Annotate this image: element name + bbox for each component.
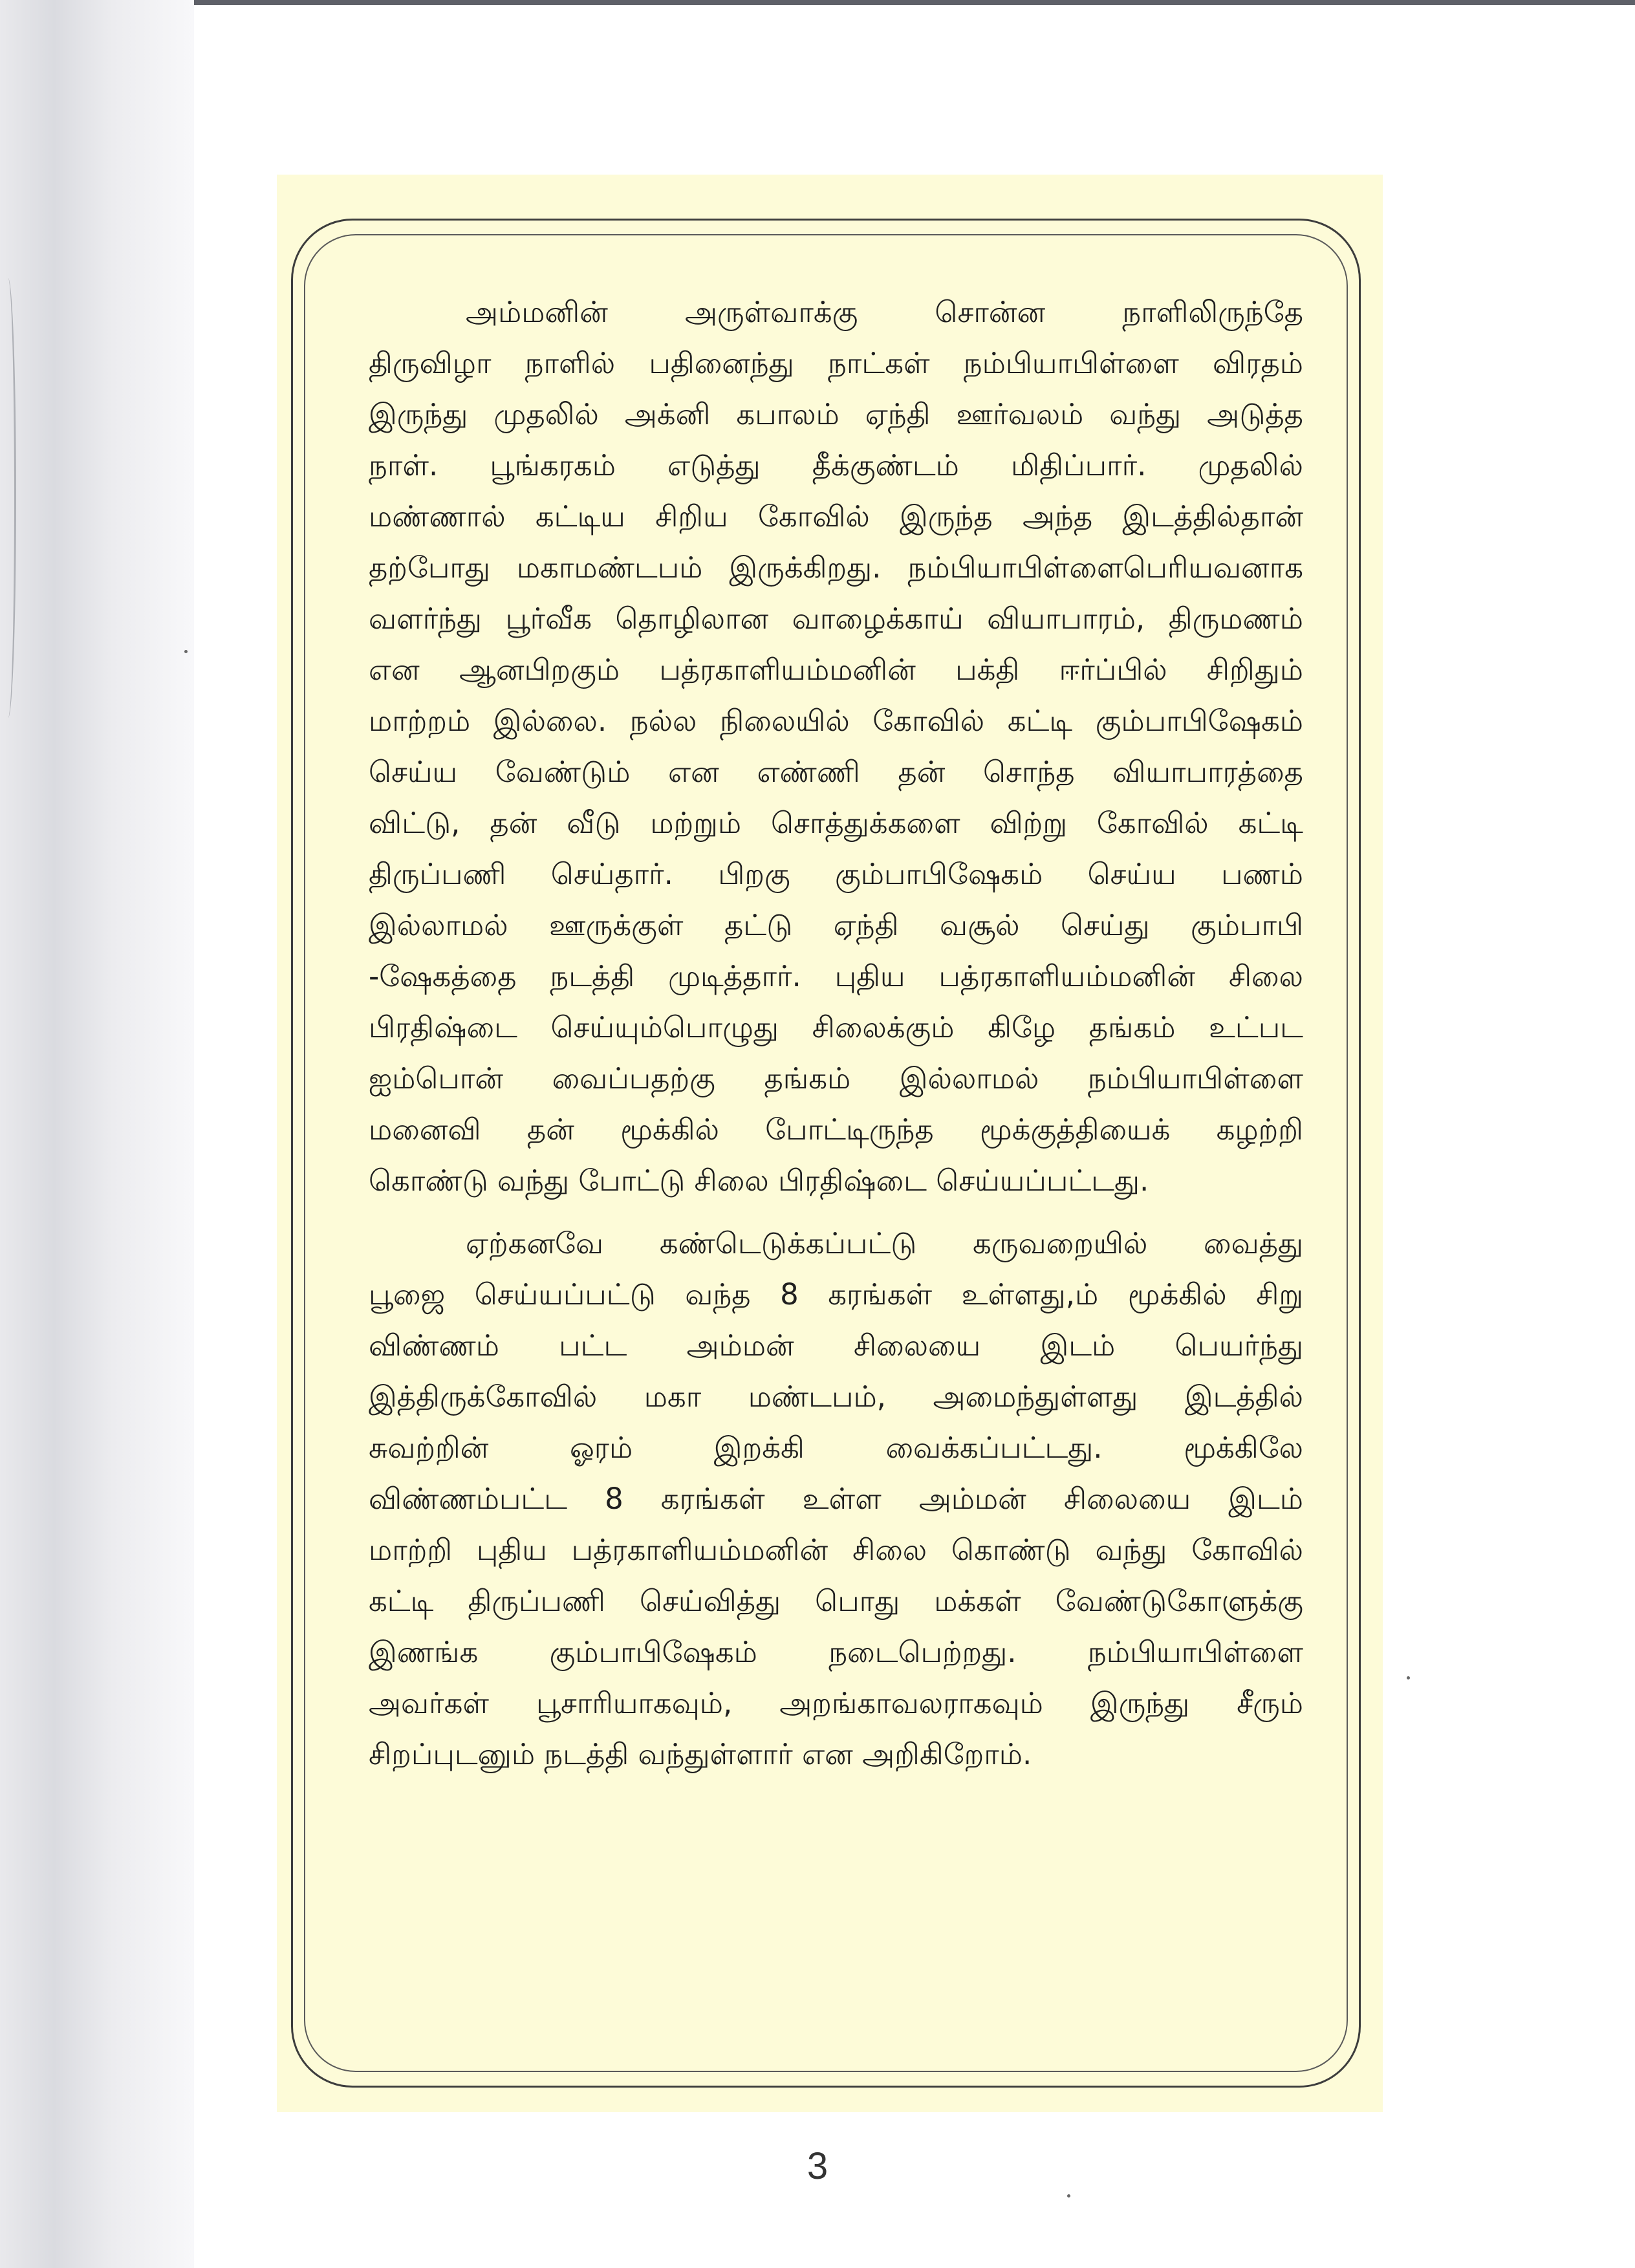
text-line: நாள். பூங்கரகம் எடுத்து தீக்குண்டம் மிதிப்பார். முதலில் [369,448,1303,482]
scan-dust-speck [184,650,188,653]
text-line: திருப்பணி செய்தார். பிறகு கும்பாபிஷேகம் செய்ய பணம் [369,857,1303,891]
text-line: கொண்டு வந்து போட்டு சிலை பிரதிஷ்டை செய்யப்பட்டது. [369,1163,1149,1198]
scan-dust-speck [1407,1676,1410,1679]
body-text [369,286,1303,1780]
text-line: கட்டி திருப்பணி செய்வித்து பொது மக்கள் வேண்டுகோளுக்கு [369,1584,1303,1618]
text-line: தற்போது மகாமண்டபம் இருக்கிறது. நம்பியாபிள்ளைபெரியவனாக [369,550,1303,585]
scan-dust-speck [1067,2194,1070,2198]
text-line: அம்மனின் அருள்வாக்கு சொன்ன நாளிலிருந்தே [466,295,1303,329]
text-line: செய்ய வேண்டும் என எண்ணி தன் சொந்த வியாபாரத்தை [369,755,1303,789]
text-line: அவர்கள் பூசாரியாகவும், அறங்காவலராகவும் இருந்து சீரும் [369,1686,1303,1720]
text-line: ஏற்கனவே கண்டெடுக்கப்பட்டு கருவறையில் வைத்து [466,1226,1303,1260]
text-line: வளர்ந்து பூர்வீக தொழிலான வாழைக்காய் வியாபாரம், திருமணம் [369,601,1303,636]
facing-page-edge [0,278,16,718]
text-line: இருந்து முதலில் அக்னி கபாலம் ஏந்தி ஊர்வலம் வந்து அடுத்த [369,397,1303,431]
text-line: பிரதிஷ்டை செய்யும்பொழுது சிலைக்கும் கிழே தங்கம் உட்பட [369,1010,1303,1044]
paragraph-1 [369,286,1303,1206]
text-line: சுவற்றின் ஓரம் இறக்கி வைக்கப்பட்டது. மூக்கிலே [369,1431,1303,1465]
page-number: 3 [807,2145,828,2187]
text-line: மாற்றம் இல்லை. நல்ல நிலையில் கோவில் கட்டி கும்பாபிஷேகம் [369,704,1303,738]
text-line: என ஆனபிறகும் பத்ரகாளியம்மனின் பக்தி ஈர்ப்பில் சிறிதும் [369,653,1303,687]
text-line: சிறப்புடனும் நடத்தி வந்துள்ளார் என அறிகிறோம். [369,1737,1032,1771]
text-line: மண்ணால் கட்டிய சிறிய கோவில் இருந்த அந்த இடத்தில்தான் [369,499,1303,534]
text-line: -ஷேகத்தை நடத்தி முடித்தார். புதிய பத்ரகாளியம்மனின் சிலை [369,959,1303,993]
text-line: திருவிழா நாளில் பதினைந்து நாட்கள் நம்பியாபிள்ளை விரதம் [369,346,1303,380]
text-line: மனைவி தன் மூக்கில் போட்டிருந்த மூக்குத்தியைக் கழற்றி [369,1112,1303,1147]
text-line: ஐம்பொன் வைப்பதற்கு தங்கம் இல்லாமல் நம்பியாபிள்ளை [369,1061,1303,1096]
paragraph-2 [369,1218,1303,1780]
text-line: மாற்றி புதிய பத்ரகாளியம்மனின் சிலை கொண்டு வந்து கோவில் [369,1533,1303,1567]
text-line: இல்லாமல் ஊருக்குள் தட்டு ஏந்தி வசூல் செய்து கும்பாபி [369,908,1303,942]
text-line: இத்திருக்கோவில் மகா மண்டபம், அமைந்துள்ளது இடத்தில் [369,1379,1303,1414]
book-gutter-shadow [0,0,194,2268]
text-line: பூஜை செய்யப்பட்டு வந்த 8 கரங்கள் உள்ளது,ம் மூக்கில் சிறு [369,1277,1303,1312]
text-line: விண்ணம்பட்ட 8 கரங்கள் உள்ள அம்மன் சிலையை இடம் [369,1482,1303,1516]
scan-top-edge [0,0,1635,5]
text-line: விட்டு, தன் வீடு மற்றும் சொத்துக்களை விற்று கோவில் கட்டி [369,806,1303,840]
paragraph-spacer [369,1206,1303,1218]
text-line: விண்ணம் பட்ட அம்மன் சிலையை இடம் பெயர்ந்து [369,1328,1303,1363]
text-line: இணங்க கும்பாபிஷேகம் நடைபெற்றது. நம்பியாபிள்ளை [369,1635,1303,1669]
